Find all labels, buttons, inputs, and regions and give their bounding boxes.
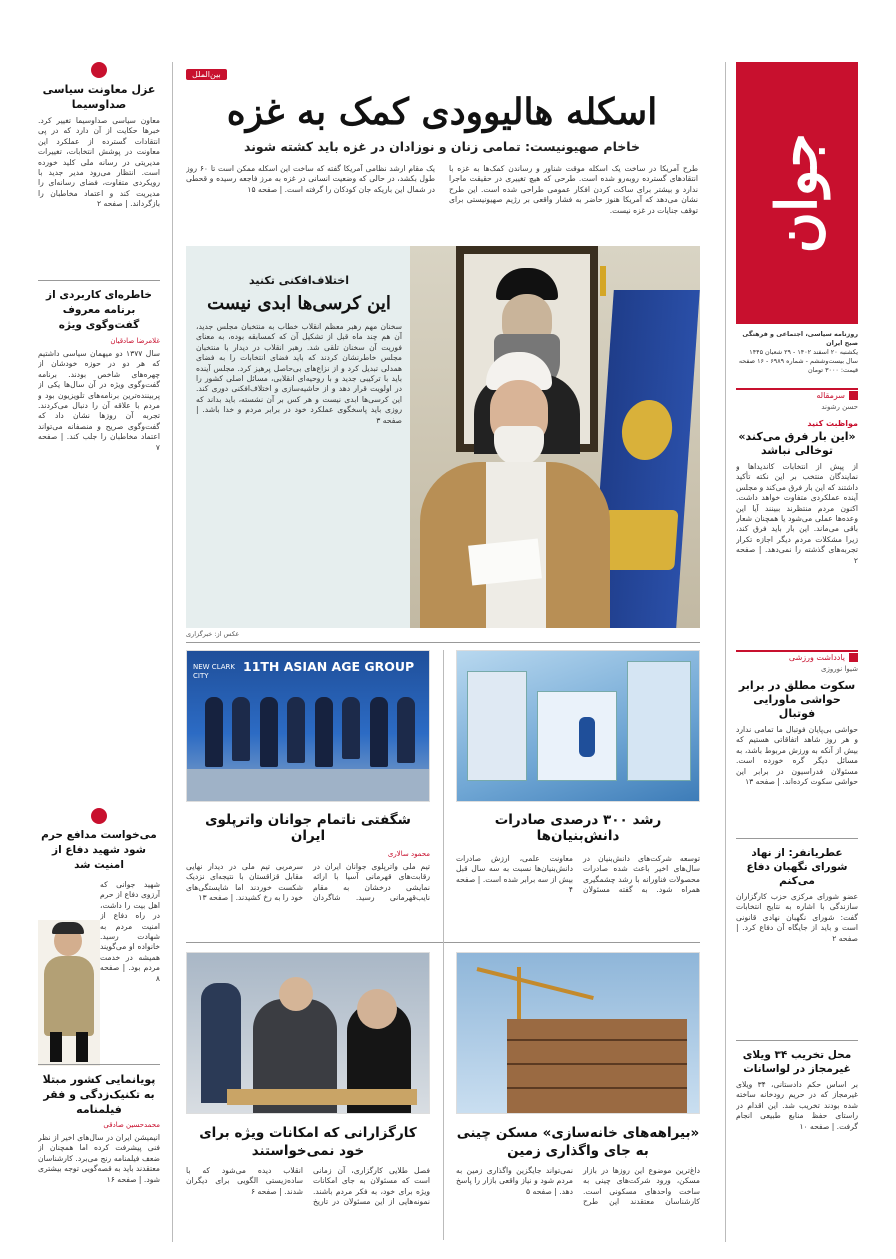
left-item-byline: غلامرضا صادقیان xyxy=(110,337,160,345)
left-item-body: سال ۱۳۷۷ دو میهمان سیاسی داشتیم که هر دو در حوزه خودشان از چهره‌های شاخص بودند. برنامه گفت‌وگوی ویژه در آن سال‌ها یکی از پربیننده‌ترین برنامه‌های تلویزیون بود و مردم با علاقه آن را دنبال می‌کردند. تجربه آن روزها نشان داد که گفت‌وگوی صریح و منصفانه می‌تواند اعتماد مخاطبان را جلب کند. | صفحه ۷ xyxy=(38,349,160,452)
sports-title[interactable]: سکوت مطلق در برابر حواشی ماورایی فوتبال xyxy=(738,679,856,720)
editorial-body-text: سخنان مهم رهبر معظم انقلاب خطاب به منتخبان مجلس جدید، آن هم چند ماه قبل از تشکیل آن که کمسابقه بوده، به معنای فوریت آن سخنان تلقی شد. رهبر انقلاب در دیدار با منتخبان مجلس خاطرنشان کردند که باید فضای انتخابات را به فضای همدلی تبدیل کرد و از نزاع‌های بی‌حاصل پرهیز کرد. مجلس آینده باید با ترکیبی جدید و با روحیه‌ای انقلابی، مسائل اصلی کشور را در اولویت قرار دهد و از حاشیه‌سازی و اختلاف‌افکنی دوری کند. این کرسی‌ها ابدی نیست و هر کس بر آن نشسته، باید بداند که روزی باید پاسخگوی عملکرد خود در برابر مردم و خدا باشد. | صفحه ۳ xyxy=(196,322,402,425)
brief-body: عضو شورای مرکزی حزب کارگزاران سازندگی با اشاره به نتایج انتخابات گفت: شورای نگهبان نهادی قانونی است و باید از جایگاه آن دفاع کرد. | صفحه ۲ xyxy=(736,892,858,943)
issue-line: سال بیست‌وششم - شماره ۶۹۸۹ - ۱۶ صفحه xyxy=(738,357,858,365)
pin-icon xyxy=(91,62,107,78)
main-body-right: طرح آمریکا در ساخت یک اسکله موقت شناور و رساندن کمک‌ها به غزه با انتقادهای گسترده روبه‌رو شده است. طرحی که هیچ تغییری در حقیقت ماجرا ندارد و بیشتر برای ساکت کردن افکار عمومی طراحی شده است. این طرح نشان می‌دهد که آمریکا هنوز حاضر به فشار واقعی بر رژیم صهیونیستی برای توقف جنایات در غزه نیست. xyxy=(449,164,698,215)
section-square-icon xyxy=(849,391,858,400)
story-headline[interactable]: «بیراهه‌های خانه‌سازی» مسکن چینی به جای واگذاری زمین xyxy=(456,1125,700,1159)
editorial-byline: حسن رشوند xyxy=(821,403,858,411)
main-subhead: خاخام صهیونیست: تمامی زنان و نوزادان در غزه باید کشته شوند xyxy=(244,139,640,154)
divider xyxy=(736,838,858,839)
photo-caption: عکس از: خبرگزاری xyxy=(186,630,240,638)
section-tag-sports xyxy=(736,650,858,662)
divider xyxy=(186,642,700,643)
left-item-title[interactable]: می‌خواست مدافع حرم شود شهید دفاع از امنیت شد xyxy=(41,829,157,871)
story-headline[interactable]: شگفتی ناتمام جوانان واترپلوی ایران xyxy=(205,812,411,844)
cleric-figure xyxy=(420,342,610,628)
story-kicker: بین‌الملل xyxy=(186,69,227,80)
main-headline[interactable]: اسکله هالیوودی کمک به غزه xyxy=(226,91,658,133)
story-byline: محمود سالاری xyxy=(387,850,430,858)
flag-pole-icon xyxy=(600,266,606,296)
waterpolo-photo xyxy=(186,650,430,802)
editorial-kicker: مواظبت کنید xyxy=(807,419,858,428)
story-headline[interactable]: رشد ۳۰۰ درصدی صادرات دانش‌بنیان‌ها xyxy=(494,812,662,844)
tagline: روزنامه سیاسی، اجتماعی و فرهنگی صبح ایران xyxy=(742,330,858,347)
lab-photo xyxy=(456,650,700,802)
left-item-byline: محمدحسین صادقی xyxy=(103,1121,160,1129)
left-item-title[interactable]: خاطره‌ای کاربردی از برنامه معروف گفت‌وگوی ویژه xyxy=(46,289,152,331)
column-divider xyxy=(443,650,444,1240)
story-body: توسعه شرکت‌های دانش‌بنیان در سال‌های اخیر باعث شده صادرات محصولات فناورانه با رشد چشمگیری همراه شود. به گفته مسئولان معاونت علمی، ارزش صادرات دانش‌بنیان‌ها نسبت به سه سال قبل بیش از سه برابر شده است. | صفحه ۴ xyxy=(456,854,700,895)
left-item-body: شهید جوانی که آرزوی دفاع از حرم اهل بیت را داشت، در راه دفاع از امنیت مردم به شهادت رسید. خانواده او می‌گویند همیشه در خدمت مردم بود. | صفحه ۸ xyxy=(100,880,160,983)
editorial-headline[interactable]: این کرسی‌ها ابدی نیست xyxy=(207,293,391,314)
section-label: سرمقاله xyxy=(816,391,845,400)
martyr-photo xyxy=(38,920,100,1066)
divider xyxy=(38,1064,160,1065)
left-item-body: معاون سیاسی صداوسیما تغییر کرد. خبرها حکایت از آن دارد که در پی انتقادات گسترده از عملکرد این معاونت در پوشش انتخابات، تغییرات مدیریتی در رسانه ملی کلید خورده است. انتظار می‌رود مدیر جدید با رویکردی متفاوت، فضای رسانه‌ای را مدیریت کند و اعتماد مخاطبان را بازگرداند. | صفحه ۲ xyxy=(38,116,160,209)
section-square-icon xyxy=(849,653,858,662)
brief-title[interactable]: عطریانفر: از نهاد شورای نگهبان دفاع می‌کنم xyxy=(746,847,848,887)
main-body-left: یک مقام ارشد نظامی آمریکا گفته که ساخت این اسکله ممکن است تا ۶۰ روز طول بکشد، در حالی که وضعیت انسانی در غزه به مرز فاجعه رسیده و قحطی در شمال این باریکه جان کودکان را گرفته است. | صفحه ۱۵ xyxy=(186,164,435,194)
story-body: داغ‌ترین موضوع این روزها در بازار مسکن، ورود شرکت‌های چینی به ساخت واحدهای مسکونی است. کارشناسان معتقدند این طرح نمی‌تواند جایگزین واگذاری زمین به مردم شود و نیاز واقعی بازار را پاسخ دهد. | صفحه ۵ xyxy=(456,1166,700,1207)
story-headline[interactable]: کارگزارانی که امکانات ویژه برای خود نمی‌خواستند xyxy=(199,1125,417,1159)
officials-photo xyxy=(186,952,430,1114)
editorial-box xyxy=(186,246,700,628)
editorial-body: از پیش از انتخابات کاندیداها و نمایندگان منتخب بر این نکته تأکید داشتند که این بار فرق می‌کند و مجلس آینده عملکردی متفاوت خواهد داشت. اکنون مردم منتظرند ببینند آیا این وعده‌ها عملی می‌شود یا همچنان شعار باقی می‌ماند. این بار باید فرق کند، زیرا مشکلات مردم دیگر اجازه تکرار تجربه‌های گذشته را نمی‌دهد. | صفحه ۲ xyxy=(736,462,858,565)
cleric-photo xyxy=(410,246,700,628)
date-line: یکشنبه ۲۰ اسفند ۱۴۰۲ - ۲۹ شعبان ۱۴۴۵ xyxy=(749,348,858,356)
masthead-info xyxy=(736,330,858,375)
story-body: تیم ملی واترپلوی جوانان ایران در رقابت‌های قهرمانی آسیا با ارائه نمایشی درخشان به مقام نایب‌قهرمانی رسید. شاگردان سرمربی تیم ملی در دیدار نهایی مقابل قزاقستان با نتیجه‌ای نزدیک شکست خوردند اما شایستگی‌های خود را به رخ کشیدند. | صفحه ۱۳ xyxy=(186,862,430,903)
masthead-logo xyxy=(736,62,858,324)
column-divider xyxy=(172,62,173,1242)
price: قیمت: ۳۰۰۰ تومان xyxy=(807,366,858,374)
divider xyxy=(736,1040,858,1041)
left-item-body: انیمیشن ایران در سال‌های اخیر از نظر فنی پیشرفت کرده اما همچنان از ضعف فیلمنامه رنج می‌برد. کارشناسان معتقدند باید به قصه‌گویی توجه بیشتری شود. | صفحه ۱۶ xyxy=(38,1133,160,1184)
editorial-title[interactable]: «این بار فرق می‌کند» توخالی نباشد xyxy=(738,430,856,457)
section-label: یادداشت ورزشی xyxy=(788,653,845,662)
left-item-title[interactable]: پویانمایی کشور مبتلا به تکنیک‌زدگی و فقر فیلمنامه xyxy=(42,1073,156,1116)
divider xyxy=(38,280,160,281)
logo-text: جوان xyxy=(764,132,830,254)
sports-byline: شیوا نوروزی xyxy=(821,665,858,673)
left-item-title[interactable]: عزل معاونت سیاسی صداوسیما xyxy=(42,83,156,111)
brief-title[interactable]: محل تخریب ۳۴ ویلای غیرمجاز در لواسانات xyxy=(742,1049,852,1075)
sports-body: حواشی بی‌پایان فوتبال ما تمامی ندارد و هر روز شاهد اتفاقاتی هستیم که بیش از آنکه به ورزش مربوط باشد، به مسائل دیگر گره خورده است. مسئولان فدراسیون در برابر این حواشی سکوت کرده‌اند. | صفحه ۱۳ xyxy=(736,725,858,787)
brief-body: بر اساس حکم دادستانی، ۳۴ ویلای غیرمجاز که در حریم رودخانه ساخته شده بودند تخریب شد. این اقدام در راستای حفظ منابع طبیعی انجام گرفت. | صفحه ۱۰ xyxy=(736,1080,858,1131)
section-tag-editorial xyxy=(736,388,858,400)
photo-banner-sub: NEW CLARK CITY xyxy=(193,663,235,680)
column-divider xyxy=(725,62,726,1242)
photo-banner-text: 11TH ASIAN AGE GROUP xyxy=(243,659,415,674)
pin-icon xyxy=(91,808,107,824)
construction-photo xyxy=(456,952,700,1114)
editorial-kicker: اختلاف‌افکنی تکنید xyxy=(249,274,349,287)
story-body: فصل طلایی کارگزاری، آن زمانی است که مسئولان به جای امکانات ویژه برای خود، به فکر مردم باشند. نمونه‌هایی از این مسئولان در تاریخ انقلاب دیده می‌شود که با ساده‌زیستی الگویی برای دیگران شدند. | صفحه ۶ xyxy=(186,1166,430,1207)
